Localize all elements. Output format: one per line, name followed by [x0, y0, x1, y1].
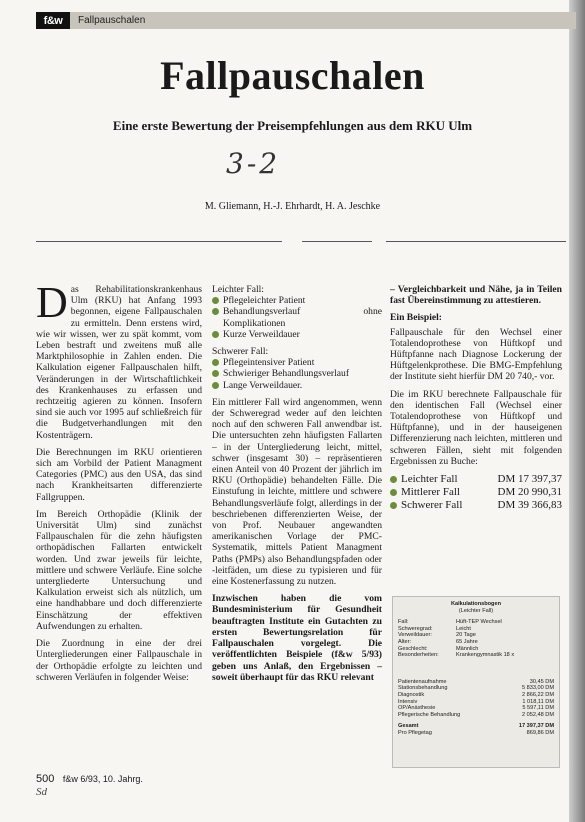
sheet-field: Besonderheiten: Krankengymnastik 18 x	[398, 652, 515, 659]
sheet-amount: Stationsbehandlung 5 833,00 DM	[398, 685, 554, 692]
paragraph-bold: – Vergleichbarkeit und Nähe, ja in Teilen fast Übereinstimmung zu attestieren.	[390, 284, 562, 307]
sheet-amount: Diagnostik 2 866,22 DM	[398, 691, 554, 698]
price-list	[390, 473, 562, 512]
light-case-list	[212, 295, 382, 340]
paragraph: Die im RKU berechnete Fallpauschale für den identischen Fall (Wechsel einer Totalendoprothese von Hüftkopf und Hüftpfanne), und in der hauseigenen Differenzierung nach leichten, mittleren und schweren Fällen, sieht mit folgenden Ergebnissen zu Buche:	[390, 388, 562, 467]
article-title: Fallpauschalen	[160, 53, 425, 98]
paragraph: Die Zuordnung in eine der drei Untergliederungen einer Fallpauschale in der Orthopädie erfolgte zu leichten und schweren Verläufen in folgender Weise:	[36, 638, 202, 683]
heavy-case-list	[212, 357, 382, 391]
price-row: Mittlerer Fall DM 20 990,31	[390, 486, 562, 499]
sheet-amount: Intensiv 1 018,11 DM	[398, 698, 554, 705]
paragraph: Die Berechnungen im RKU orientieren sich am Vorbild der Patient Managment Categories (PMC) aus den USA, das sind nach Krankheitsarten differenzierte Fallgruppen.	[36, 446, 202, 503]
page-footer	[36, 773, 143, 785]
sheet-total: Gesamt 17 397,37 DM	[398, 723, 554, 730]
price-row: Leichter Fall DM 17 397,37	[390, 473, 562, 486]
calculation-sheet	[392, 596, 560, 768]
sheet-field: Verweildauer: 20 Tage	[398, 632, 476, 639]
handwritten-note: Sd	[36, 786, 47, 798]
sheet-field: Schweregrad: Leicht	[398, 625, 471, 632]
light-case-heading: Leichter Fall:	[212, 284, 264, 295]
sheet-amount: Patientenaufnahme 30,45 DM	[398, 678, 554, 685]
section-header	[36, 12, 576, 29]
sheet-subtitle: (Leichter Fall)	[458, 607, 494, 614]
article-subtitle: Eine erste Bewertung der Preisempfehlungen aus dem RKU Ulm	[112, 118, 473, 133]
sheet-total: Pro Pflegetag 869,86 DM	[398, 729, 554, 736]
price-row: Schwerer Fall DM 39 366,83	[390, 499, 562, 512]
sheet-field: Geschlecht: Männlich	[398, 645, 479, 652]
page-number: 500	[36, 773, 55, 785]
journal-issue: f&w 6/93, 10. Jahrg.	[62, 774, 143, 784]
list-item: Lange Verweildauer.	[212, 380, 382, 391]
paragraph-bold: Inzwischen haben die vom Bundesministerium für Gesundheit beauftragten Institute ein Gutachten zu ersten Bewertungsrelation für Fallpauschalen vorgelegt. Die veröffentlichten Beispiele (f&w 5/93) geben uns Anlaß, den Ergebnissen – soweit überhaupt für das RKU relevant	[212, 593, 382, 683]
divider-rule	[36, 241, 576, 243]
sheet-field: Fall: Hüft-TEP Wechsel	[398, 619, 502, 626]
list-item: Kurze Verweildauer	[212, 329, 382, 340]
section-label: Fallpauschalen	[78, 15, 146, 26]
list-item: Schwieriger Behandlungsverlauf	[212, 368, 382, 379]
column-1	[36, 278, 202, 689]
intro-paragraph: Das Rehabilitationskrankenhaus Ulm (RKU) hat Anfang 1993 begonnen, eigene Fallpauschalen zu ermitteln. Denn erstens wird, wie wir wissen, wer zu spät kommt, vom Leben bestraft und zweitens muß alle Marktphilosophie in Zahlen enden. Die Kalkulation eigener Fallpauschalen hilft, Veränderungen in der Wirtschaftlichkeit des Krankenhauses zu erfassen und rechtzeitig agieren zu können. Insofern sind sie auch vor 1995 auf schließreich für die Budgetverhandlungen mit den Kostenträgern.	[36, 278, 202, 441]
sheet-title: Kalkulationsbogen	[450, 601, 502, 607]
paragraph: Fallpauschale für den Wechsel einer Totalendoprothese von Hüftkopf und Hüftpfanne nach Diagnose Lockerung der Hüftgelenkprothese. Die BMG-Empfehlung der Institute sieht hierfür DM 20 740,- vor.	[390, 326, 562, 383]
paragraph: Ein mittlerer Fall wird angenommen, wenn der Schweregrad weder auf den leichten noch auf den schweren Fall anwendbar ist. Die untersuchten zehn häufigsten Fallarten – in der Untergliederung leicht, mittel, schwer (insgesamt 30) – repräsentieren einen Anteil von 40 Prozent der jährlich im RKU (Orthopädie) behandelten Fälle. Die Einstufung in leichte, mittlere und schwere Behandlungsverläufe folgt, allerdings in der beschriebenen differenzierten Weise, der von Prof. Neubauer angewandten amerikanischen Vorlage der PMC-Systematik, mittels Patient Managment Paths (PMPs) also Behandlungspfaden oder -leitfäden, um diese zu typisieren und für eine Kostenerfassung zu nutzen.	[212, 396, 382, 588]
column-2	[212, 284, 382, 689]
example-heading: Ein Beispiel:	[390, 312, 442, 324]
list-item: Behandlungsverlauf ohne Komplikationen	[212, 306, 382, 328]
article-authors: M. Gliemann, H.-J. Ehrhardt, H. A. Jeschke	[204, 201, 381, 212]
list-item: Pflegeleichter Patient	[212, 295, 382, 306]
column-3	[390, 284, 562, 512]
sheet-amount: Pflegerische Behandlung 2 052,48 DM	[398, 711, 554, 718]
list-item: Pflegeintensiver Patient	[212, 357, 382, 368]
drop-cap: D	[36, 278, 68, 327]
heavy-case-heading: Schwerer Fall:	[212, 346, 269, 358]
journal-logo: f&w	[36, 12, 70, 29]
paragraph: Im Bereich Orthopädie (Klinik der Universität Ulm) sind zunächst Fallpauschalen für die zehn häufigsten orthopädischen Fallarten entwickelt worden. Und zwar jeweils für leichte, mittlere und schwere Verläufe. Eine solche untergliederte Untersuchung und Kalkulation erweist sich als nützlich, um eine handhabbare und doch differenzierte Einschätzung der effektiven Aufwendungen zu erhalten.	[36, 508, 202, 632]
sheet-amount: OP/Anästhesie 5 597,11 DM	[398, 705, 554, 712]
sheet-field: Alter: 65 Jahre	[398, 638, 478, 645]
handwritten-mark: 3-2	[226, 147, 281, 180]
